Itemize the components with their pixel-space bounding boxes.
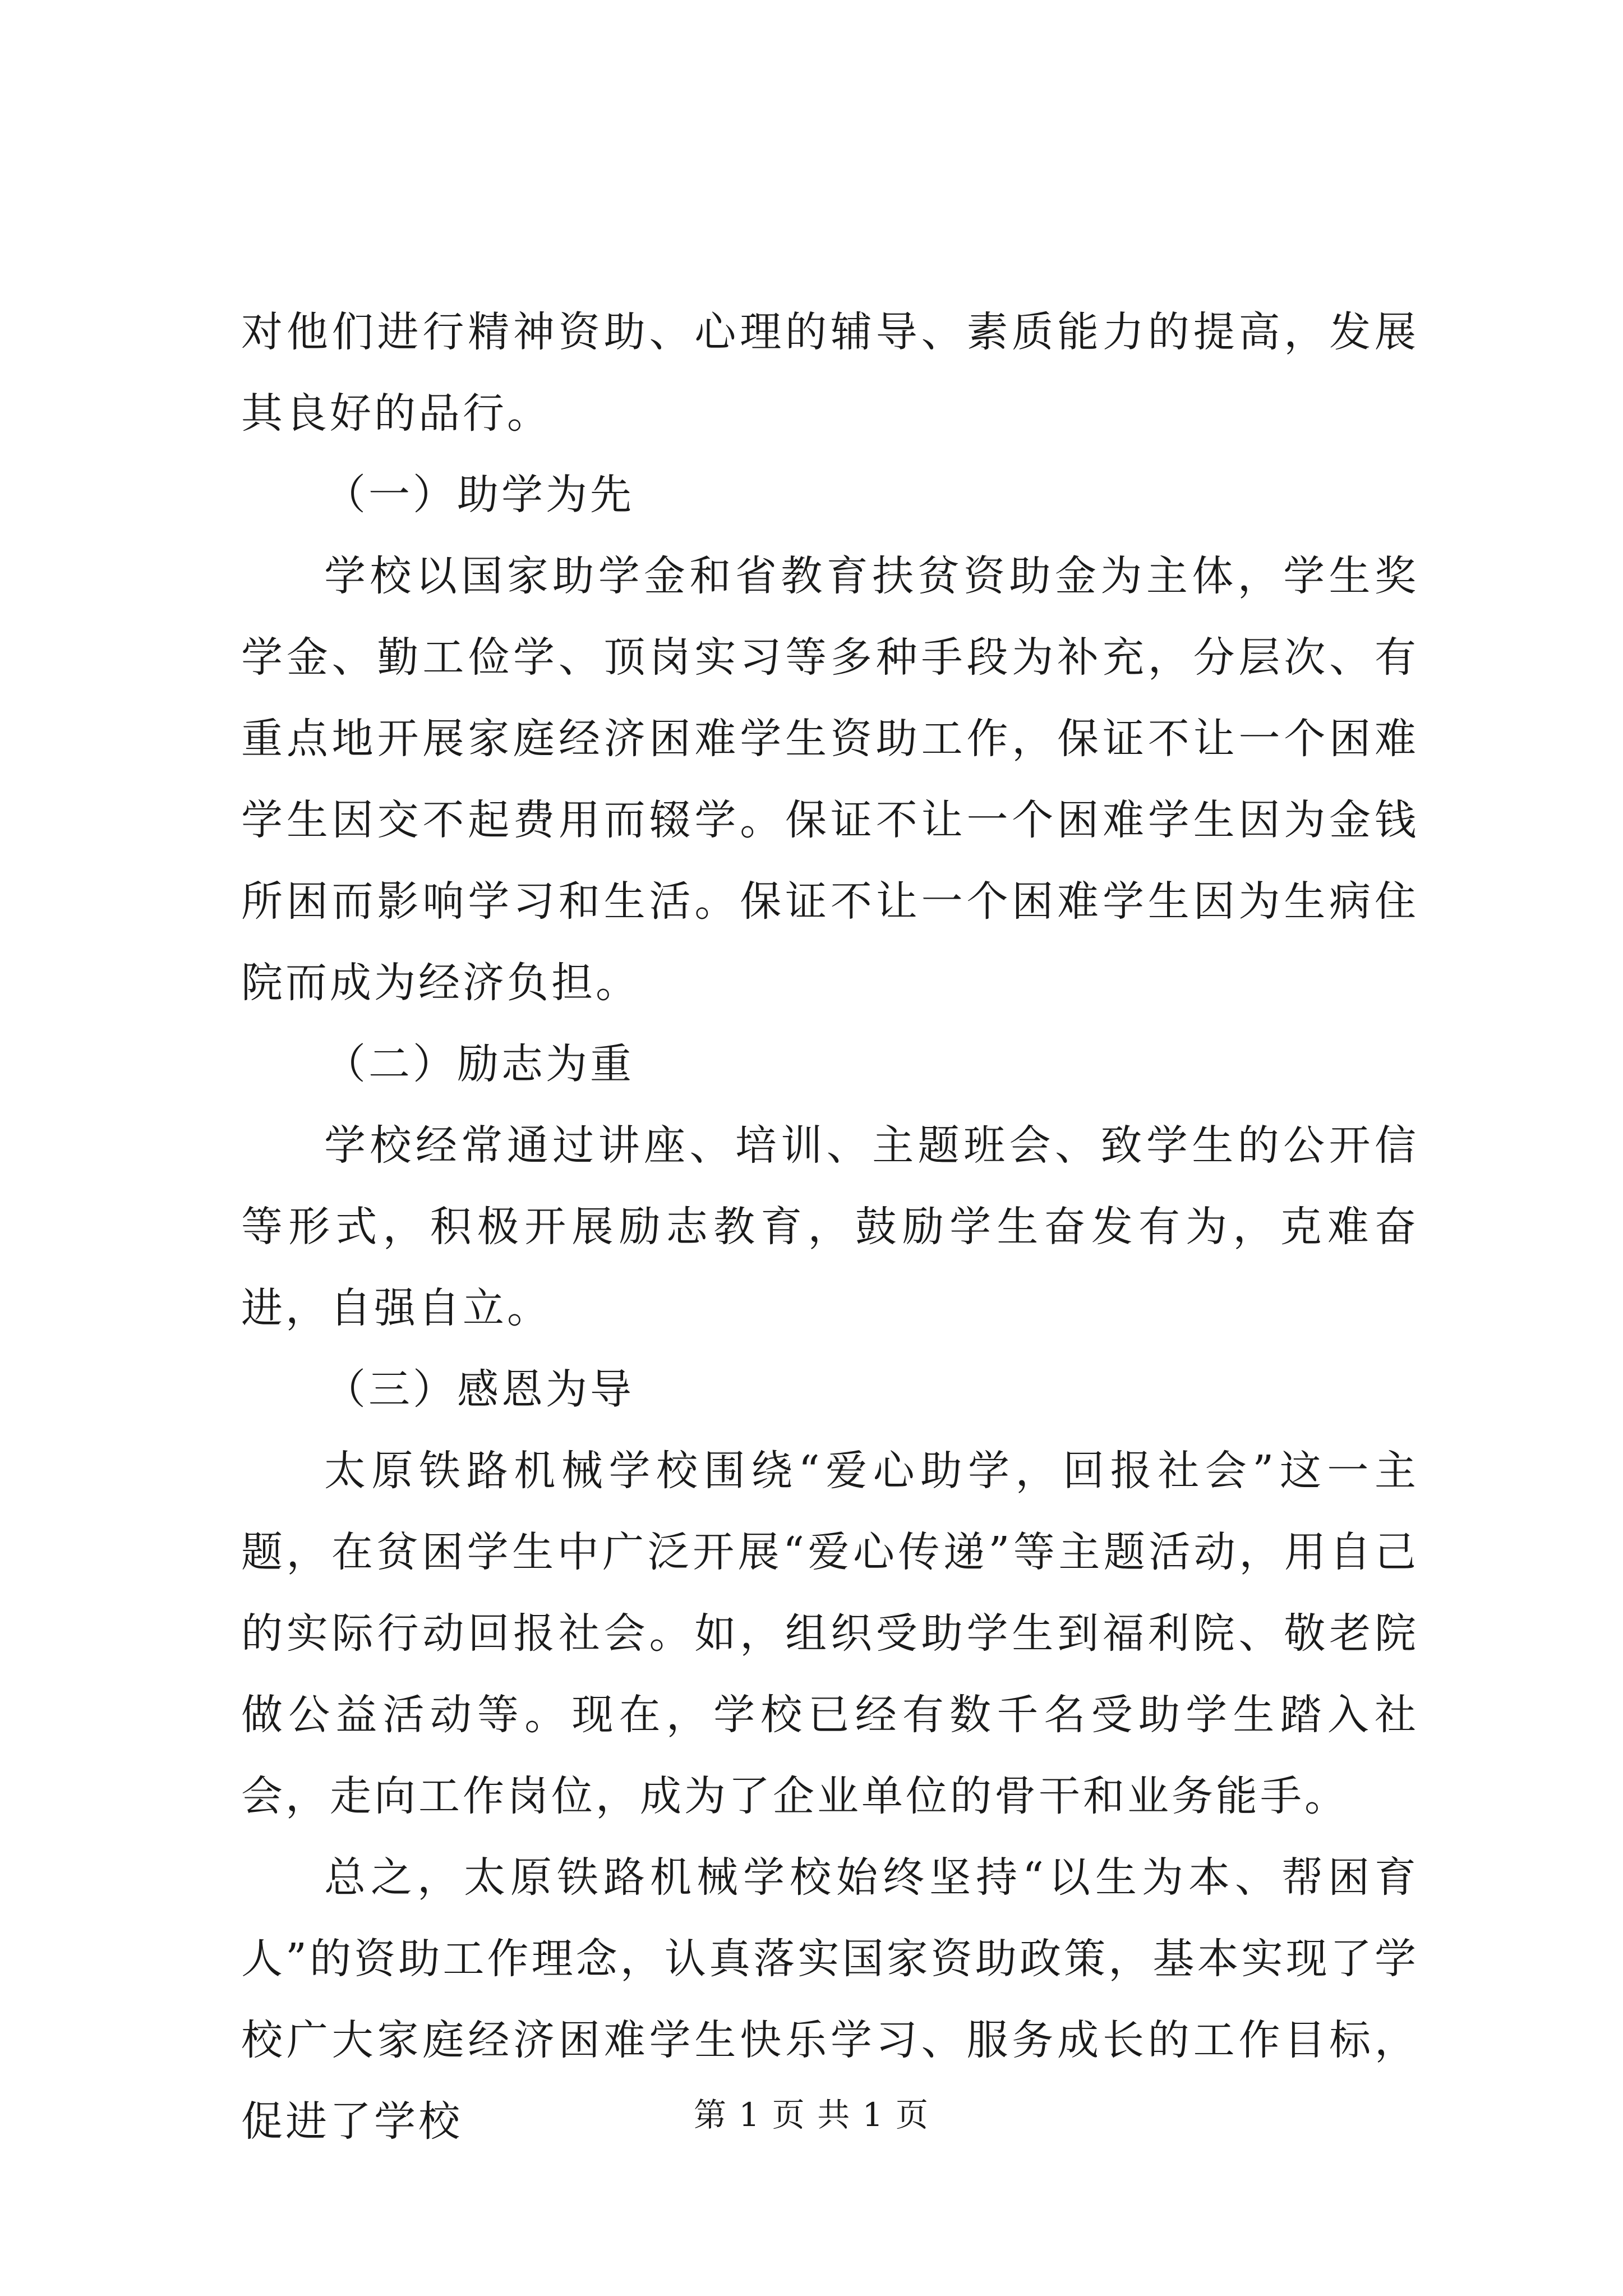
paragraph-assistance: 学校以国家助学金和省教育扶贫资助金为主体，学生奖学金、勤工俭学、顶岗实习等多种手段为补充，分层次、有重点地开展家庭经济困难学生资助工作，保证不让一个困难学生因交不起费用而辍学。保证不让一个困难学生因为金钱所困而影响学习和生活。保证不让一个困难学生因为生病住院而成为经济负担。 (241, 552, 1419, 1007)
page-footer: 第 1 页 共 1 页 (694, 2096, 929, 2134)
section-heading-3: （三）感恩为导 (324, 1365, 634, 1414)
paragraph-gratitude: 太原铁路机械学校围绕“爱心助学，回报社会”这一主题，在贫困学生中广泛开展“爱心传递”等主题活动，用自己的实际行动回报社会。如，组织受助学生到福利院、敬老院做公益活动等。现在，学校已经有数千名受助学生踏入社会，走向工作岗位，成为了企业单位的骨干和业务能手。 (241, 1447, 1419, 1820)
paragraph-motivation: 学校经常通过讲座、培训、主题班会、致学生的公开信等形式，积极开展励志教育，鼓励学生奋发有为，克难奋进，自强自立。 (241, 1121, 1419, 1332)
section-heading-2: （二）励志为重 (324, 1040, 634, 1088)
paragraph-summary: 总之，太原铁路机械学校始终坚持“以生为本、帮困育人”的资助工作理念，认真落实国家资助政策，基本实现了学校广大家庭经济困难学生快乐学习、服务成长的工作目标，促进了学校 (241, 1853, 1419, 2146)
section-heading-1: （一）助学为先 (324, 471, 634, 519)
paragraph-continuation: 对他们进行精神资助、心理的辅导、素质能力的提高，发展其良好的品行。 (241, 308, 1419, 438)
document-body (241, 292, 1419, 2162)
